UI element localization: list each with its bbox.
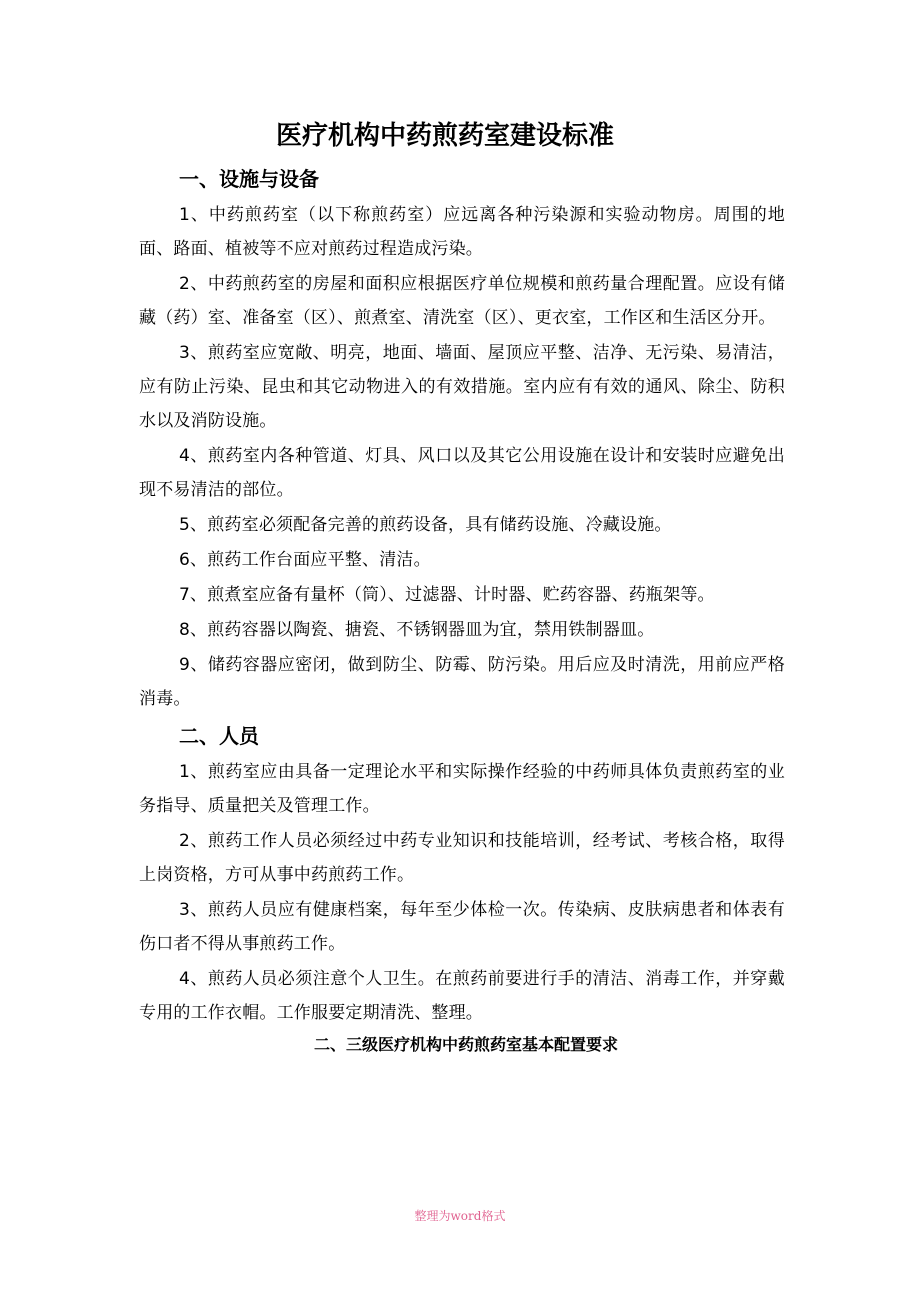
section-heading-facilities: 一、设施与设备 (179, 167, 319, 191)
paragraph: 5、煎药室必须配备完善的煎药设备，具有储药设施、冷藏设施。 (179, 515, 672, 535)
paragraph: 1、煎药室应由具备一定理论水平和实际操作经验的中药师具体负责煎药室的业务指导、质量把关及管理工作。 (139, 762, 785, 816)
paragraph: 3、煎药室应宽敞、明亮，地面、墙面、屋顶应平整、洁净、无污染、易清洁，应有防止污染、昆虫和其它动物进入的有效措施。室内应有有效的通风、除尘、防积水以及消防设施。 (139, 343, 785, 431)
paragraph: 7、煎煮室应备有量杯（筒）、过滤器、计时器、贮药容器、药瓶架等。 (179, 585, 715, 605)
footer-watermark: 整理为word格式 (414, 1209, 506, 1223)
paragraph: 8、煎药容器以陶瓷、搪瓷、不锈钢器皿为宜，禁用铁制器皿。 (179, 620, 655, 640)
document-body (139, 160, 785, 1059)
paragraph: 4、煎药人员必须注意个人卫生。在煎药前要进行手的清洁、消毒工作，并穿戴专用的工作衣帽。工作服要定期清洗、整理。 (139, 969, 785, 1023)
paragraph: 6、煎药工作台面应平整、清洁。 (179, 550, 431, 570)
document-title: 医疗机构中药煎药室建设标准 (275, 121, 614, 151)
paragraph: 4、煎药室内各种管道、灯具、风口以及其它公用设施在设计和安装时应避免出现不易清洁的部位。 (139, 446, 785, 500)
config-requirements-subheading: 二、三级医疗机构中药煎药室基本配置要求 (313, 1035, 618, 1054)
paragraph: 9、储药容器应密闭，做到防尘、防霉、防污染。用后应及时清洗，用前应严格消毒。 (139, 655, 785, 709)
paragraph: 2、中药煎药室的房屋和面积应根据医疗单位规模和煎药量合理配置。应设有储藏（药）室、准备室（区）、煎煮室、清洗室（区）、更衣室，工作区和生活区分开。 (139, 274, 785, 328)
paragraph: 1、中药煎药室（以下称煎药室）应远离各种污染源和实验动物房。周围的地面、路面、植被等不应对煎药过程造成污染。 (139, 205, 785, 259)
section-heading-personnel: 二、人员 (179, 724, 259, 748)
paragraph: 3、煎药人员应有健康档案，每年至少体检一次。传染病、皮肤病患者和体表有伤口者不得从事煎药工作。 (139, 900, 785, 954)
paragraph: 2、煎药工作人员必须经过中药专业知识和技能培训，经考试、考核合格，取得上岗资格，方可从事中药煎药工作。 (139, 831, 785, 885)
